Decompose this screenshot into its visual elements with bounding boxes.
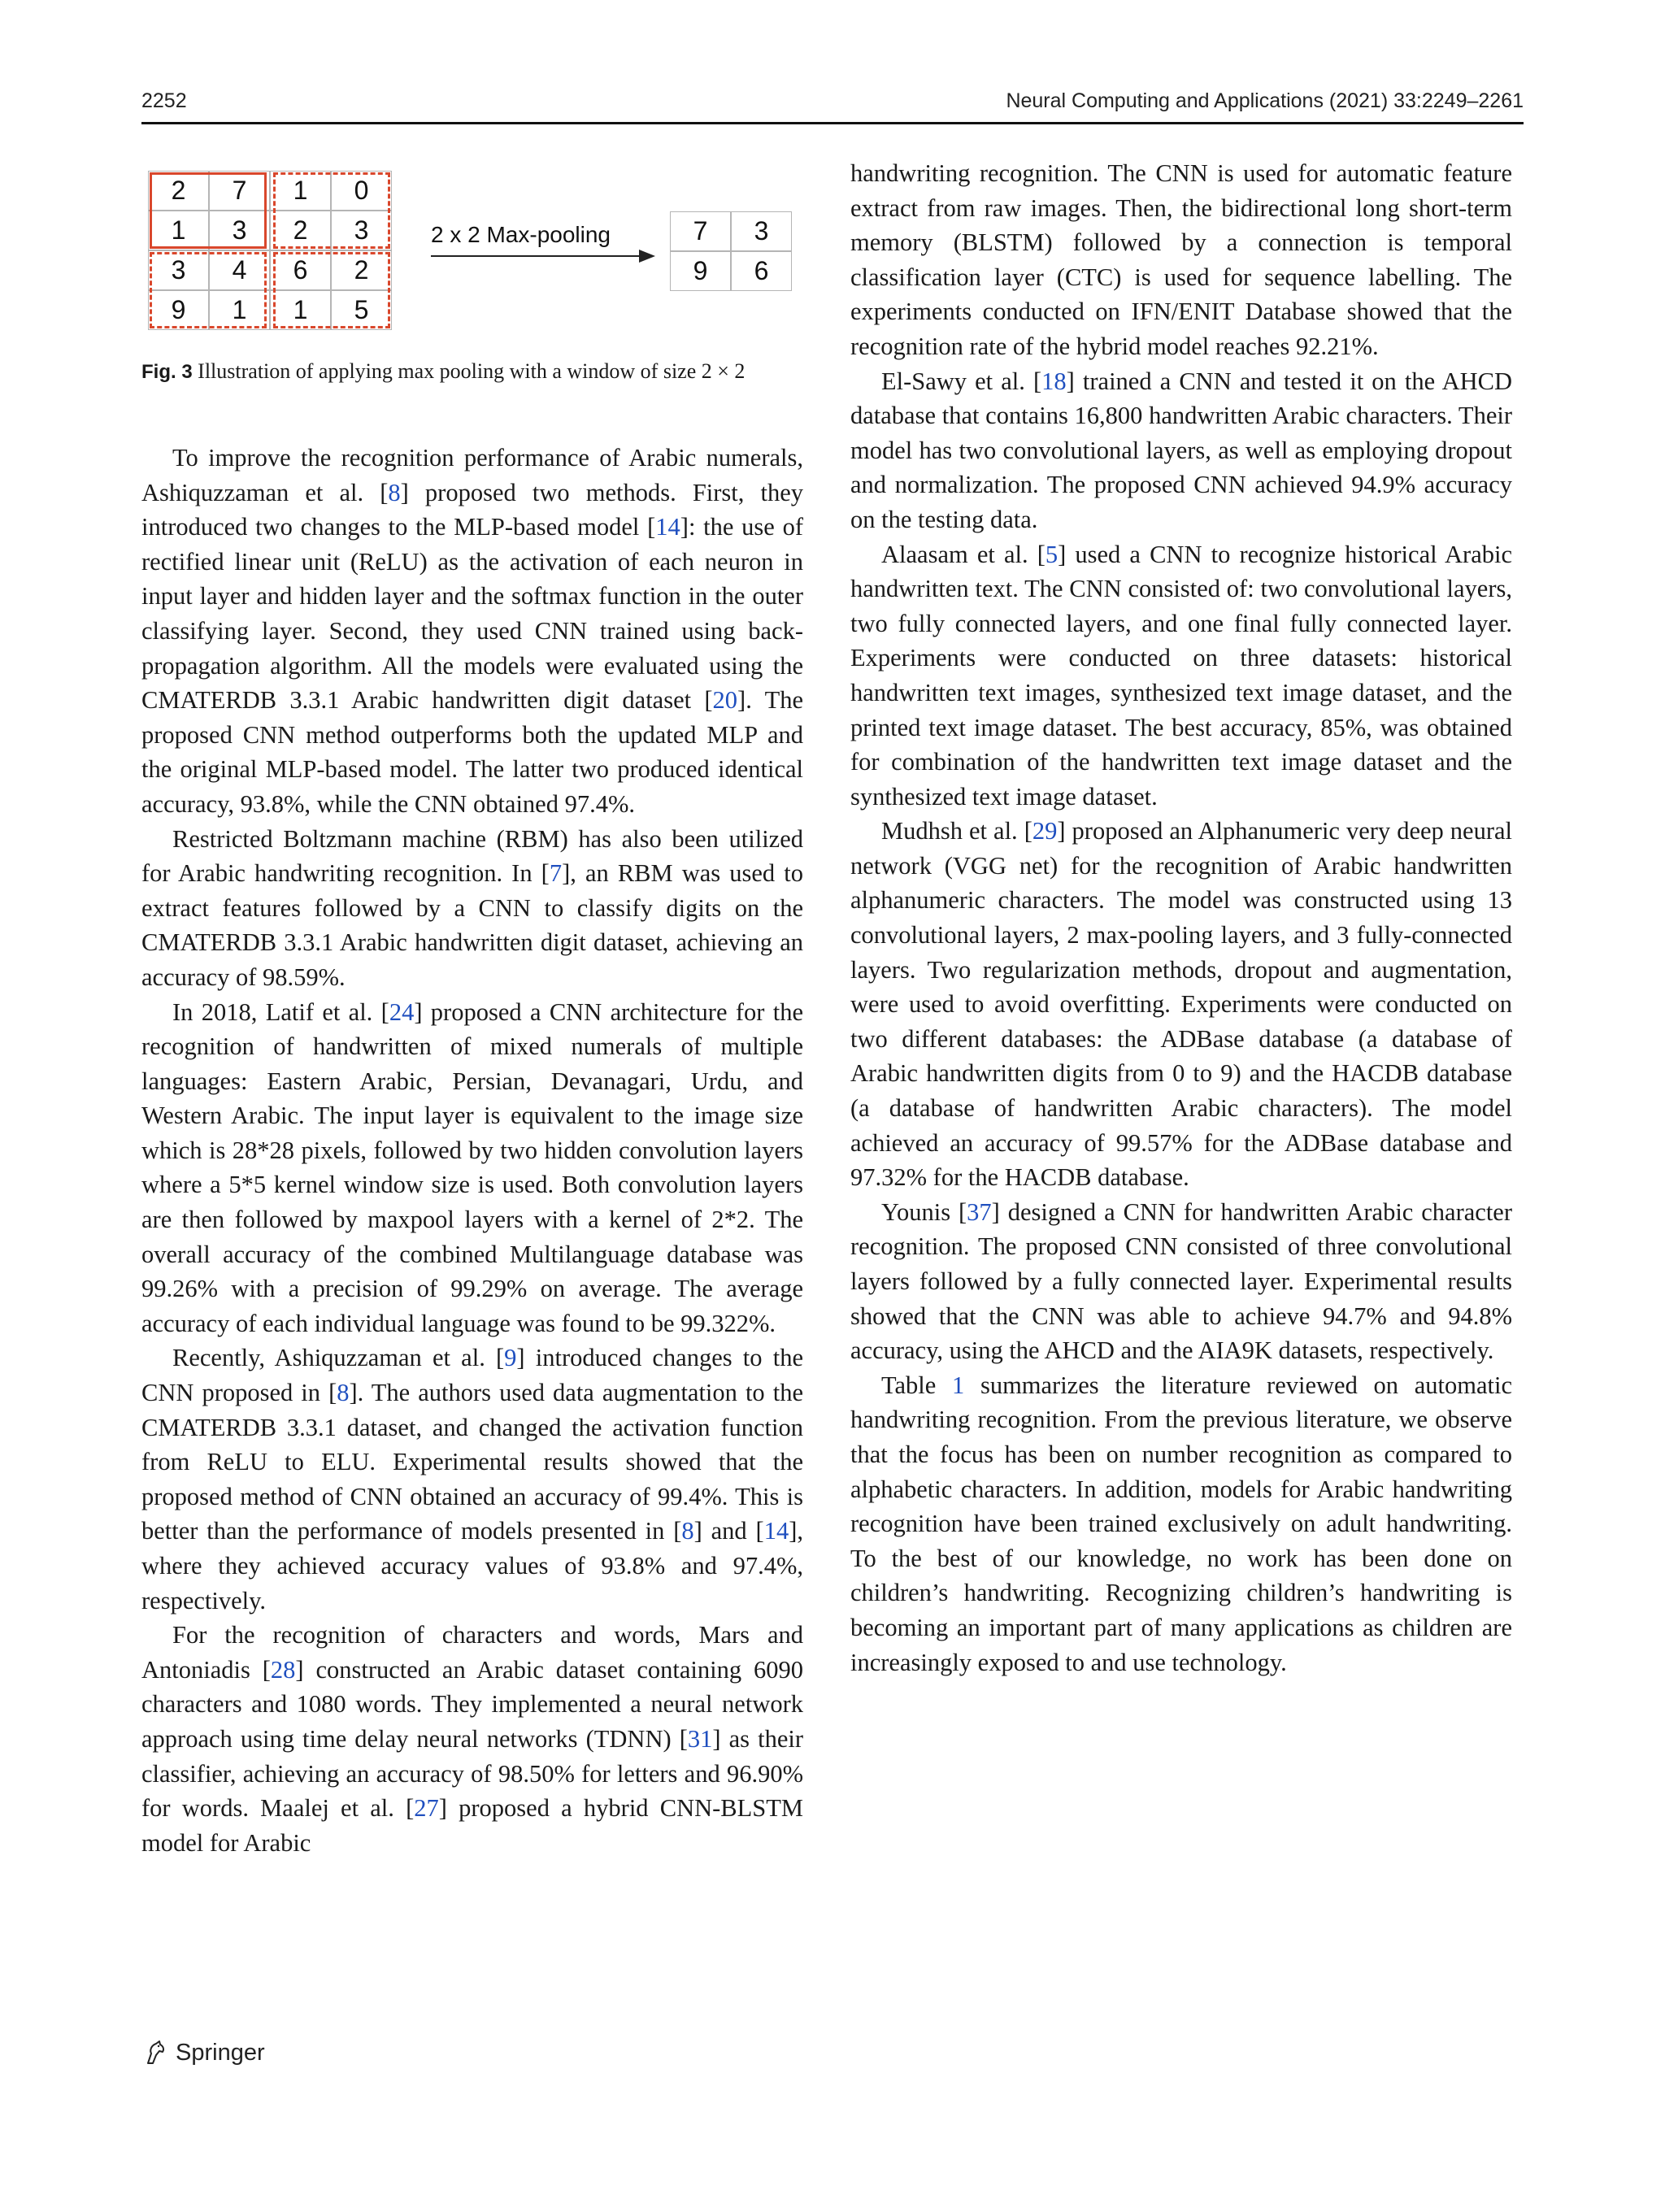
output-cell: 7 — [670, 211, 731, 251]
page-number: 2252 — [141, 89, 187, 112]
citation-link[interactable]: 28 — [270, 1655, 296, 1684]
citation-link[interactable]: 18 — [1041, 367, 1067, 395]
figure-caption-text: Illustration of applying max pooling with a window of size 2 × 2 — [198, 359, 746, 383]
input-cell: 6 — [270, 250, 331, 290]
input-cell: 1 — [209, 290, 270, 330]
citation-link[interactable]: 8 — [388, 478, 401, 506]
table-reference-link[interactable]: 1 — [952, 1371, 965, 1399]
paragraph: In 2018, Latif et al. [24] proposed a CNN architecture for the recognition of handwritten of mixed numerals of multiple languages: Eastern Arabic, Persian, Devanagari, Urdu, and Western Arabic. The input layer is equivalent to the image size which is 28*28 pixels, followed by two hidden convolution layers where a 5*5 kernel window size is used. Both convolution layers are then followed by maxpool layers with a kernel of 2*2. The overall accuracy of the combined Multilanguage database was 99.26% with a precision of 99.29% on average. The average accuracy of each individual language was found to be 99.322%. — [141, 997, 803, 1337]
citation-link[interactable]: 8 — [337, 1379, 350, 1407]
paragraph: handwriting recognition. The CNN is used for automatic feature extract from raw images. Then, the bidirectional long short-term memory (BLSTM) followed by a connection is temporal classification layer (CTC) is used for sequence labelling. The experiments conducted on IFN/ENIT Database showed that the recognition rate of the hybrid model reaches 92.21%. — [850, 159, 1512, 360]
citation-link[interactable]: 14 — [655, 513, 680, 541]
output-cell: 6 — [731, 251, 792, 291]
header-rule — [141, 122, 1524, 124]
citation-link[interactable]: 29 — [1032, 817, 1058, 845]
arrow-line — [431, 255, 642, 257]
paragraph: Alaasam et al. [5] used a CNN to recognize historical Arabic handwritten text. The CNN consisted of: two convolutional layers, two fully connected layers, and one final fully connected layer. Experiments were conducted on three datasets: historical handwritten text images, synthesized text image dataset, and the printed text image dataset. The best accuracy, 85%, was obtained for combination of the handwritten text image dataset and the synthesized text image dataset. — [850, 540, 1513, 810]
paragraph: Mudhsh et al. [29] proposed an Alphanumeric very deep neural network (VGG net) for the recognition of Arabic handwritten alphanumeric characters. The model was constructed using 13 convolutional layers, 2 max-pooling layers, and 3 fully-connected layers. Two regularization methods, dropout and augmentation, were used to avoid overfitting. Experiments were conducted on two different databases: the ADBase database (a database of Arabic handwritten digits from 0 to 9) and the HACDB database (a database of handwritten Arabic characters). The model achieved an accuracy of 99.57% for the ADBase database and 97.32% for the HACDB database. — [850, 817, 1512, 1192]
output-grid — [670, 211, 792, 291]
pooling-window-dashed — [150, 252, 267, 328]
input-cell: 9 — [148, 290, 209, 330]
paragraph: Restricted Boltzmann machine (RBM) has also been utilized for Arabic handwriting recognition. In [7], an RBM was used to extract features followed by a CNN to classify digits on the CMATERDB 3.3.1 Arabic handwritten digit dataset, achieving an accuracy of 98.59%. — [141, 824, 803, 991]
citation-link[interactable]: 5 — [1045, 540, 1059, 568]
figure-caption — [141, 358, 803, 386]
paragraph: For the recognition of characters and words, Mars and Antoniadis [28] constructed an Arabic dataset containing 6090 characters and 1080 words. They implemented a neural network approach using time delay neural networks (TDNN) [31] as their classifier, achieving an accuracy of 98.50% for letters and 96.90% for words. Maalej et al. [27] proposed a hybrid CNN-BLSTM model for Arabic — [141, 1621, 803, 1857]
running-head — [141, 89, 1524, 122]
paragraph: Younis [37] designed a CNN for handwritten Arabic character recognition. The proposed CNN consisted of three convolutional layers followed by a fully connected layer. Experimental results showed that the CNN was able to achieve 94.7% and 94.8% accuracy, using the AHCD and the AIA9K datasets, respectively. — [850, 1197, 1512, 1365]
left-column — [141, 156, 803, 1860]
operation-label: 2 x 2 Max-pooling — [431, 222, 611, 247]
input-cell: 1 — [270, 171, 331, 211]
paragraph: To improve the recognition performance of Arabic numerals, Ashiquzzaman et al. [8] proposed two methods. First, they introduced two changes to the MLP-based model [14]: the use of rectified linear unit (ReLU) as the activation of each neuron in input layer and hidden layer and the softmax function in the outer classifying layer. Second, they used CNN trained using back-propagation algorithm. All the models were evaluated using the CMATERDB 3.3.1 Arabic handwritten digit dataset [20]. The proposed CNN method outperforms both the updated MLP and the original MLP-based model. The latter two produced identical accuracy, 93.8%, while the CNN obtained 97.4%. — [141, 444, 804, 818]
paragraph: Recently, Ashiquzzaman et al. [9] introduced changes to the CNN proposed in [8]. The authors used data augmentation to the CMATERDB 3.3.1 dataset, and changed the activation function from ReLU to ELU. Experimental results showed that the proposed method of CNN obtained an accuracy of 99.4%. This is better than the performance of models presented in [8] and [14], where they achieved accuracy values of 93.8% and 97.4%, respectively. — [141, 1344, 803, 1614]
footer — [141, 2039, 265, 2066]
publisher-name: Springer — [176, 2039, 265, 2066]
input-cell: 4 — [209, 250, 270, 290]
arrow-right-icon — [639, 250, 655, 263]
input-cell: 5 — [331, 290, 392, 330]
input-cell: 2 — [270, 211, 331, 250]
input-cell: 1 — [270, 290, 331, 330]
citation-link[interactable]: 20 — [712, 686, 738, 715]
input-cell: 3 — [331, 211, 392, 250]
output-cell: 9 — [670, 251, 731, 291]
citation-link[interactable]: 24 — [389, 997, 415, 1026]
input-cell: 3 — [209, 211, 270, 250]
citation-link[interactable]: 14 — [763, 1517, 789, 1545]
figure-3 — [141, 161, 803, 405]
input-cell: 1 — [148, 211, 209, 250]
pooling-window-dashed — [273, 252, 390, 328]
input-cell: 2 — [148, 171, 209, 211]
pooling-window-dashed — [273, 172, 390, 249]
output-cell: 3 — [731, 211, 792, 251]
citation-link[interactable]: 7 — [549, 859, 563, 888]
input-cell: 0 — [331, 171, 392, 211]
pooling-window-solid — [150, 172, 267, 249]
citation-link[interactable]: 8 — [681, 1517, 694, 1545]
journal-info: Neural Computing and Applications (2021) 33:2249–2261 — [1006, 89, 1524, 112]
springer-horse-icon — [141, 2039, 169, 2066]
right-column — [850, 156, 1512, 1680]
input-cell: 3 — [148, 250, 209, 290]
citation-link[interactable]: 9 — [504, 1344, 517, 1372]
citation-link[interactable]: 31 — [687, 1724, 713, 1753]
input-cell: 7 — [209, 171, 270, 211]
paragraph: Table 1 summarizes the literature reviewed on automatic handwriting recognition. From the previous literature, we observe that the focus has been on number recognition as compared to alphabetic characters. In addition, models for Arabic handwriting recognition have been trained exclusively on adult handwriting. To the best of our knowledge, no work has been done on children’s handwriting. Recognizing children’s handwriting is becoming an important part of many applications as children are increasingly exposed to and use technology. — [850, 1371, 1512, 1676]
figure-label: Fig. 3 — [141, 361, 193, 383]
citation-link[interactable]: 27 — [414, 1794, 439, 1823]
paragraph: El-Sawy et al. [18] trained a CNN and tested it on the AHCD database that contains 16,800 handwritten Arabic characters. Their model has two convolutional layers, as well as employing dropout and normalization. The proposed CNN achieved 94.9% accuracy on the testing data. — [850, 367, 1512, 533]
citation-link[interactable]: 37 — [967, 1197, 992, 1226]
input-grid — [148, 171, 392, 330]
input-cell: 2 — [331, 250, 392, 290]
